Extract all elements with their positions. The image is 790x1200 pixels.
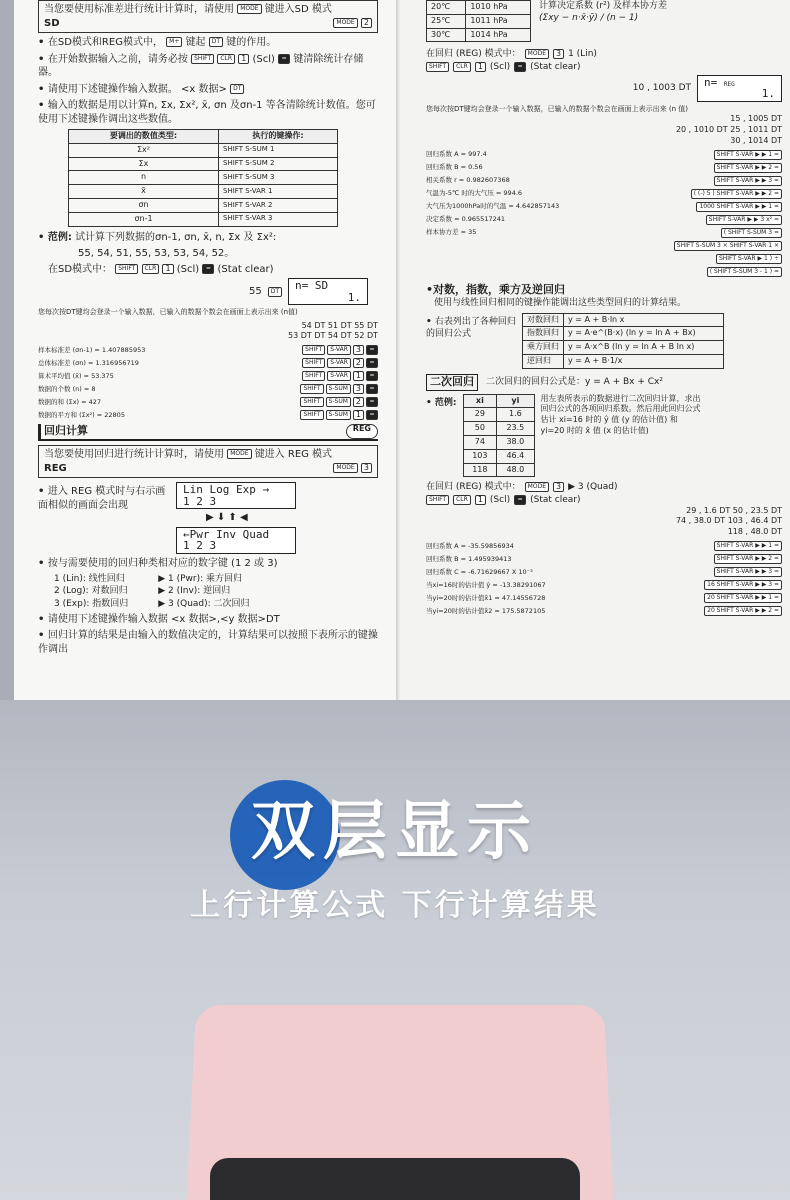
result-row xyxy=(426,267,782,277)
mode-digit-key: 3 xyxy=(361,463,372,473)
result-keys: SHIFT S-VAR ▶ ▶ 3 = xyxy=(714,176,782,186)
result-text: 当xi=16时的估计值 ŷ = -13.38291067 xyxy=(426,580,546,589)
table-row xyxy=(69,143,338,157)
result-text: 算术平均值 (x̄) = 53.375 xyxy=(38,371,114,380)
table-cell: y = A + B·1/x xyxy=(564,354,724,368)
example-block xyxy=(38,231,378,245)
result-text: 样本协方差 = 35 xyxy=(426,228,477,237)
table-cell: 指数回归 xyxy=(523,327,564,341)
table-row xyxy=(463,436,534,450)
reg-option: ▶ 1 (Pwr): 乘方回归 xyxy=(158,574,243,585)
result-text: 样本标准差 (σn-1) = 1.407885953 xyxy=(38,345,146,354)
section-text: 使用与线性回归相同的键操作能调出这些类型回归的计算结果。 xyxy=(434,298,687,309)
reg-note: • 回归计算的结果是由输入的数值决定的，计算结果可以按照下表所示的键操作调出 xyxy=(38,629,378,656)
result-text: 总体标准差 (σn) = 1.316956719 xyxy=(38,358,139,367)
table-row xyxy=(69,185,338,199)
result-text: 数据的平方和 (Σx²) = 22805 xyxy=(38,410,125,419)
table-cell: 20℃ xyxy=(427,1,466,15)
table-cell: 29 xyxy=(463,408,497,422)
mode-key: MODE xyxy=(333,18,357,28)
reg-intro-text: 当您要使用回归进行统计计算时，请使用 xyxy=(44,449,224,461)
table-row xyxy=(463,463,534,477)
table-row xyxy=(523,327,724,341)
pressure-table xyxy=(426,0,531,42)
table-row xyxy=(69,198,338,212)
bullet-text: 在开始数据输入之前，请务必按 xyxy=(47,53,188,65)
quad-results xyxy=(426,541,782,616)
clear-line: SHIFT CLR 1 (Scl) = (Stat clear) xyxy=(426,61,782,73)
example-data: 55, 54, 51, 55, 53, 53, 54, 52。 xyxy=(78,248,235,260)
digit-key: 2 xyxy=(353,358,364,368)
manual-right-page xyxy=(400,0,790,700)
table-cell: SHIFT S-SUM 2 xyxy=(219,157,338,171)
reg-bullet: • 进入 REG 模式时与右示画面相似的画面会出现 xyxy=(38,485,168,551)
table-cell: SHIFT S-VAR 1 xyxy=(219,185,338,199)
promo-headline: 双层显示 xyxy=(251,795,539,869)
reg-intro-tail: 键进入 REG 模式 xyxy=(254,449,333,461)
formula-block xyxy=(426,313,782,369)
formula-intro: • 右表列出了各种回归的回归公式 xyxy=(426,316,516,366)
input-value: 55 xyxy=(248,285,262,297)
reg-badge: REG xyxy=(346,424,378,439)
mode-key: MODE xyxy=(227,449,251,459)
result-text: 当yi=20时的估计值x̂1 = 47.14556728 xyxy=(426,593,546,602)
quad-example xyxy=(426,394,782,478)
quad-title: 二次回归 xyxy=(426,374,478,391)
table-header: 执行的键操作: xyxy=(219,130,338,144)
result-keys: 1000 SHIFT S-VAR ▶ ▶ 1 = xyxy=(696,202,782,212)
bullet-text: 键起 xyxy=(185,37,206,48)
manual-left-page xyxy=(14,0,396,700)
table-row xyxy=(427,1,531,15)
result-keys: SHIFT S-VAR ▶ 1 ) ÷ xyxy=(716,254,782,264)
stat-clear-text: (Stat clear) xyxy=(217,263,274,275)
input-row: 30 , 1014 DT xyxy=(730,135,782,145)
result-text: 回归系数 C = -6.71629667 X 10⁻³ xyxy=(426,567,533,576)
input-row: 118 , 48.0 DT xyxy=(727,527,782,537)
dt-key: DT xyxy=(230,84,244,94)
example-label: 范例: xyxy=(47,231,72,243)
result-text: 数据的个数 (n) = 8 xyxy=(38,384,96,393)
input-row: 20 , 1010 DT 25 , 1011 DT xyxy=(675,125,782,134)
table-cell: 1.6 xyxy=(497,408,534,422)
result-row xyxy=(426,163,782,173)
table-cell: SHIFT S-SUM 3 xyxy=(219,171,338,185)
result-row: 样本标准差 (σn-1) = 1.407885953 SHIFT S-VAR 3 = xyxy=(38,345,378,355)
result-row: 数据的平方和 (Σx²) = 22805 SHIFT S-SUM 1 = xyxy=(38,410,378,420)
result-text: 当yi=20时的估计值x̂2 = 175.5872105 xyxy=(426,606,546,615)
quad-formula: 二次回归的回归公式是：y = A + Bx + Cx² xyxy=(486,377,663,388)
result-row xyxy=(426,215,782,225)
quad-key-text: ▶ 3 (Quad) xyxy=(568,482,618,493)
bullet-text: 键的作用。 xyxy=(226,37,277,48)
table-row xyxy=(463,422,534,436)
reg-screens xyxy=(176,482,296,554)
table-cell: 对数回归 xyxy=(523,313,564,327)
result-keys: ( SHIFT S-SUM 3 = xyxy=(721,228,782,238)
result-text: 数据的和 (Σx) = 427 xyxy=(38,397,102,406)
result-text: 回归系数 B = 0.56 xyxy=(426,163,483,172)
formula-table xyxy=(522,313,724,369)
stat-clear-text: (Stat clear) xyxy=(530,61,581,72)
result-text: 回归系数 A = -35.59856934 xyxy=(426,541,514,550)
result-keys: SHIFT S-VAR ▶ ▶ 3 = xyxy=(714,567,782,577)
table-cell: x̄ xyxy=(69,185,219,199)
mode-line-text: 在回归 (REG) 模式中： xyxy=(426,49,521,60)
dt-key: DT xyxy=(268,287,282,297)
result-keys: ( SHIFT S-SUM 3 - 1 ) = xyxy=(707,267,782,277)
lcd-display xyxy=(288,278,368,305)
table-cell: SHIFT S-VAR 2 xyxy=(219,198,338,212)
section-title: •对数，指数，乘方及逆回归 xyxy=(426,282,566,296)
digit-key: 1 xyxy=(353,410,364,420)
mode-key: MODE xyxy=(333,463,357,473)
result-keys: SHIFT S-SUM 3 × SHIFT S-VAR 1 × xyxy=(674,241,782,251)
result-row xyxy=(426,254,782,264)
result-row: 数据的个数 (n) = 8 SHIFT S-SUM 3 = xyxy=(38,384,378,394)
table-cell: 38.0 xyxy=(497,436,534,450)
sd-results xyxy=(38,345,378,420)
lcd-reg-menu1 xyxy=(176,482,296,509)
digit-key: 3 xyxy=(353,384,364,394)
result-keys: SHIFT S-VAR ▶ ▶ 1 = xyxy=(714,150,782,160)
table-cell: y = A + B·ln x xyxy=(564,313,724,327)
reg-results xyxy=(426,150,782,277)
table-row xyxy=(427,14,531,28)
table-cell: 50 xyxy=(463,422,497,436)
table-cell: 1014 hPa xyxy=(466,28,531,42)
table-row xyxy=(463,449,534,463)
result-keys: 20 SHIFT S-VAR ▶ ▶ 1 = xyxy=(704,593,782,603)
result-keys: ( (-) 5 ) SHIFT S-VAR ▶ ▶ 2 = xyxy=(691,189,782,199)
table-cell: 46.4 xyxy=(497,449,534,463)
quad-mode-line: 在回归 (REG) 模式中： MODE 3 ▶ 3 (Quad) xyxy=(426,482,618,493)
lin-key-text: 1 (Lin) xyxy=(568,49,597,60)
input-row: 29 , 1.6 DT 50 , 23.5 DT xyxy=(686,505,782,515)
calculator-display-edge xyxy=(210,1158,580,1200)
bullet-mplus xyxy=(38,36,378,50)
result-keys: SHIFT S-VAR ▶ ▶ 2 = xyxy=(714,554,782,564)
table-header: yi xyxy=(497,394,534,408)
bullet-input xyxy=(38,83,378,97)
bullet-text: 在SD模式和REG模式中， xyxy=(47,37,163,48)
input-row: 54 DT 51 DT 55 DT xyxy=(301,320,378,330)
sd-intro-text: 当您要使用标准差进行统计计算时，请使用 xyxy=(44,4,234,15)
one-key: 1 xyxy=(238,54,249,64)
result-keys: 16 SHIFT S-VAR ▶ ▶ 3 = xyxy=(704,580,782,590)
result-row xyxy=(426,189,782,199)
result-keys: 20 SHIFT S-VAR ▶ ▶ 2 = xyxy=(704,606,782,616)
lcd-bottom: 1. xyxy=(347,290,361,304)
input-value: 10 , 1003 DT xyxy=(632,83,691,94)
promo-section xyxy=(0,700,790,1200)
result-text: 相关系数 r = 0.982607368 xyxy=(426,176,510,185)
table-row xyxy=(523,341,724,355)
reg-input: • 请使用下述键操作输入数据 <x 数据>,<y 数据>DT xyxy=(38,613,378,627)
clr-key: CLR xyxy=(142,264,160,274)
lcd-top: n= SD xyxy=(295,279,329,293)
quad-desc: 用左表所表示的数据进行二次回归计算，求出回归公式的各项回归系数。然后用此回归公式估计 xi=16 时的 ŷ 值 (y 的估计值) 和 yi=20 时的 x̂ 值 (x 的估计值) xyxy=(540,393,701,435)
table-cell: 30℃ xyxy=(427,28,466,42)
reg-screen-block xyxy=(38,482,378,554)
sd-mode-label: SD xyxy=(44,17,60,29)
quad-table xyxy=(463,394,535,478)
bullet-values: • 输入的数据是用以计算n, Σx, Σx², x̄, σn 及σn-1 等各清除统计数值。您可使用下述键操作调出这些数值。 xyxy=(38,99,378,126)
table-cell: y = A·e^(B·x) (ln y = ln A + Bx) xyxy=(564,327,724,341)
table-cell: Σx xyxy=(69,157,219,171)
lcd-bottom: 1 2 3 xyxy=(183,494,217,508)
result-text: 回归系数 A = 997.4 xyxy=(426,150,487,159)
reg-option: 2 (Log): 对数回归 xyxy=(54,586,128,597)
result-row xyxy=(426,176,782,186)
reg-options xyxy=(38,573,378,609)
digit-key: 1 xyxy=(353,371,364,381)
result-keys: SHIFT S-VAR ▶ ▶ 1 = xyxy=(714,541,782,551)
reg-mode-label: REG xyxy=(44,462,67,474)
lcd-top: ←Pwr Inv Quad xyxy=(183,527,270,541)
table-header: 要调出的数值类型: xyxy=(69,130,219,144)
example-label: • 范例: xyxy=(426,397,457,475)
result-row: 数据的和 (Σx) = 427 SHIFT S-SUM 2 = xyxy=(38,397,378,407)
cov-formula: (Σxy − n·x̄·ȳ) / (n − 1) xyxy=(539,13,639,24)
equals-key: = xyxy=(278,54,290,64)
clr-key: CLR xyxy=(217,54,235,64)
table-cell: 74 xyxy=(463,436,497,450)
reg-option: 1 (Lin): 线性回归 xyxy=(54,574,125,585)
one-key: 1 xyxy=(162,264,173,274)
quad-title-row xyxy=(426,374,782,391)
result-row xyxy=(426,241,782,251)
result-row xyxy=(426,541,782,551)
shift-key: SHIFT xyxy=(191,54,214,64)
result-row xyxy=(426,606,782,616)
lcd-display: n= REG 1. xyxy=(697,75,782,102)
sd-intro-box xyxy=(38,0,378,33)
result-row xyxy=(426,228,782,238)
table-cell: σn xyxy=(69,198,219,212)
digit-key: 3 xyxy=(353,345,364,355)
table-cell: 1011 hPa xyxy=(466,14,531,28)
note-dt: 您每次按DT键均会登录一个输入数据，已输入的数据个数会在画面上表示出来 (n值) xyxy=(38,308,298,317)
recall-table xyxy=(68,129,338,227)
table-cell: 23.5 xyxy=(497,422,534,436)
table-cell: SHIFT S-SUM 1 xyxy=(219,143,338,157)
result-row xyxy=(426,202,782,212)
table-cell: y = A·x^B (ln y = ln A + B ln x) xyxy=(564,341,724,355)
mode-line-text: 在回归 (REG) 模式中： xyxy=(426,482,521,493)
scl-text: (Scl) xyxy=(176,263,200,275)
reg-intro-box xyxy=(38,445,378,478)
result-row xyxy=(426,580,782,590)
reg-section-title xyxy=(38,424,378,441)
lcd-bottom: 1 2 3 xyxy=(183,539,217,553)
bullet-text: 请使用下述键操作输入数据。 <x 数据> xyxy=(47,83,227,95)
lcd-bottom: 1. xyxy=(761,87,775,101)
table-cell: 25℃ xyxy=(427,14,466,28)
result-text: 大气压为1000hPa时的气温 = 4.642857143 xyxy=(426,202,560,211)
result-keys: SHIFT S-VAR ▶ ▶ 3 x² = xyxy=(706,215,782,225)
reg-option: ▶ 3 (Quad): 二次回归 xyxy=(158,598,250,609)
clear-line: SHIFT CLR 1 (Scl) = (Stat clear) xyxy=(426,494,782,506)
table-cell: 103 xyxy=(463,449,497,463)
input-row: 53 DT DT 54 DT 52 DT xyxy=(288,331,378,341)
equals-key: = xyxy=(202,264,214,274)
reg-option: 3 (Exp): 指数回归 xyxy=(54,598,129,609)
result-keys: SHIFT S-VAR ▶ ▶ 2 = xyxy=(714,163,782,173)
table-cell: SHIFT S-VAR 3 xyxy=(219,212,338,226)
table-cell: σn-1 xyxy=(69,212,219,226)
mode-line-text: 在SD模式中： xyxy=(48,263,113,275)
sd-first-input xyxy=(38,278,368,305)
reg-option: ▶ 2 (Inv): 逆回归 xyxy=(158,586,231,597)
mode-key: MODE xyxy=(237,4,261,14)
result-text: 回归系数 B = 1.495939413 xyxy=(426,554,512,563)
promo-subline: 上行计算公式 下行计算结果 xyxy=(190,888,600,923)
cov-label: 计算决定系数 (r²) 及样本协方差 xyxy=(539,1,668,11)
reg-mode-line: 在回归 (REG) 模式中： MODE 3 1 (Lin) xyxy=(426,49,597,60)
table-row xyxy=(463,408,534,422)
dt-key: DT xyxy=(209,37,223,47)
bullet-text: (Scl) xyxy=(252,53,275,65)
table-cell: 逆回归 xyxy=(523,354,564,368)
input-row: 15 , 1005 DT xyxy=(730,114,782,124)
result-text: 决定系数 = 0.965517241 xyxy=(426,215,505,224)
table-cell: n xyxy=(69,171,219,185)
table-cell: 48.0 xyxy=(497,463,534,477)
table-cell: 乘方回归 xyxy=(523,341,564,355)
shift-key: SHIFT xyxy=(115,264,138,274)
bullet-text: 键清除统计存储器。 xyxy=(38,53,364,78)
table-row xyxy=(523,313,724,327)
result-row xyxy=(426,554,782,564)
table-row xyxy=(69,212,338,226)
result-row xyxy=(426,567,782,577)
result-row: 总体标准差 (σn) = 1.316956719 SHIFT S-VAR 2 = xyxy=(38,358,378,368)
mode-digit-key: 2 xyxy=(361,18,372,28)
table-row xyxy=(69,171,338,185)
table-header: xi xyxy=(463,394,497,408)
sd-mode-line xyxy=(38,263,378,277)
table-row xyxy=(427,28,531,42)
lcd-top: Lin Log Exp → xyxy=(183,483,270,497)
example-text: 试计算下列数据的σn-1, σn, x̄, n, Σx 及 Σx²: xyxy=(75,231,277,243)
table-cell: 118 xyxy=(463,463,497,477)
reg-choose: • 按与需要使用的回归种类相对应的数字键 (1 2 或 3) xyxy=(38,557,378,571)
table-cell: Σx² xyxy=(69,143,219,157)
nav-arrows: ▶ ⬇ ⬆ ◀ xyxy=(206,512,248,524)
sd-intro-tail: 键进入SD 模式 xyxy=(264,4,332,15)
table-cell: 1010 hPa xyxy=(466,1,531,15)
result-row xyxy=(426,150,782,160)
result-text: 气温为-5℃ 时的大气压 = 994.6 xyxy=(426,189,523,198)
note-dt: 您每次按DT键均会登录一个输入数据，已输入的数据个数会在画面上表示出来 (n 值) xyxy=(426,104,689,113)
result-row: 算术平均值 (x̄) = 53.375 SHIFT S-VAR 1 = xyxy=(38,371,378,381)
pressure-block xyxy=(426,0,782,42)
result-row xyxy=(426,593,782,603)
mplus-key: M+ xyxy=(166,37,182,47)
bullet-clear xyxy=(38,53,378,80)
lcd-reg-menu2 xyxy=(176,527,296,554)
table-row xyxy=(523,354,724,368)
reg-first-input xyxy=(426,75,782,102)
input-row: 74 , 38.0 DT 103 , 46.4 DT xyxy=(675,516,782,526)
table-row xyxy=(69,157,338,171)
reg-title: 回归计算 xyxy=(38,424,88,439)
digit-key: 2 xyxy=(353,397,364,407)
